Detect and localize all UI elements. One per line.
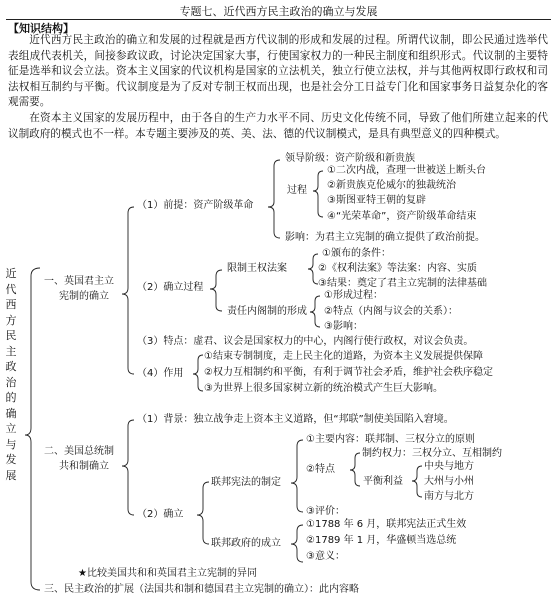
- uk-effect-item-3: ③为世界上很多国家树立新的统治模式产生巨大影响。: [204, 383, 443, 394]
- section-title: 【知识结构】: [8, 22, 74, 35]
- uk-brace: [122, 207, 134, 374]
- effect-brace: [193, 355, 203, 391]
- establish-brace: [210, 270, 222, 311]
- uk-limit-item-2: ②《权利法案》等法案：内容、实质: [318, 263, 477, 274]
- cabinet-brace: [310, 296, 320, 327]
- uk-process-item-4: ④“光荣革命”，资产阶级革命结束: [327, 211, 477, 222]
- uk-cabinet: 责任内阁制的形成: [227, 306, 307, 317]
- us-government: 联邦政府的成立: [211, 538, 281, 549]
- us-brace: [122, 420, 134, 515]
- uk-features: （3）特点：虚君、议会是国家权力的中心，内阁行使行政权，对议会负责。: [137, 336, 474, 347]
- us-evaluation: ③评价：: [306, 506, 345, 517]
- us-government-item-1: ①1788 年 6 月，联邦宪法正式生效: [306, 519, 467, 530]
- us-balance-item-3: 南方与北方: [424, 491, 474, 502]
- us-balance-item-1: 中央与地方: [424, 461, 474, 472]
- uk-process-label: 过程: [287, 185, 307, 196]
- us-label-line1: 二、美国总统制: [44, 446, 114, 457]
- uk-effect-item-1: ①结束专制制度，走上民主化的道路，为资本主义发展提供保障: [204, 351, 483, 362]
- root-brace: [25, 268, 40, 590]
- page-title: 专题七、近代西方民主政治的确立与发展: [179, 5, 378, 18]
- us-government-item-2: ②1789 年 1 月，华盛顿当选总统: [306, 535, 457, 546]
- uk-limit-item-3: ③结果：奠定了君主立宪制的法律基础: [318, 278, 487, 289]
- uk-establish: （2）确立过程: [137, 282, 204, 293]
- uk-process-item-1: ①二次内战，查理一世被送上断头台: [327, 165, 486, 176]
- uk-cabinet-item-2: ②特点（内阁与议会的关系）：: [324, 306, 458, 317]
- balance-brace: [412, 466, 422, 497]
- uk-process-item-3: ③斯图亚特王朝的复辟: [327, 195, 426, 206]
- us-government-item-3: ③意义：: [306, 551, 345, 562]
- uk-cabinet-item-3: ③影响：: [324, 321, 363, 332]
- root-label: 近代西方民主政治的确立与发展: [5, 267, 17, 482]
- uk-leaders: 领导阶级：资产阶级和新贵族: [285, 153, 415, 164]
- us-balance-item-2: 大州与小州: [424, 476, 474, 487]
- uk-process-item-2: ②新贵族克伦威尔的独裁统治: [327, 180, 456, 191]
- uk-limit-item-1: ①颁布的条件：: [322, 248, 391, 259]
- uk-effect-item-2: ②权力互相制约和平衡，有利于调节社会矛盾，维护社会秩序稳定: [204, 367, 493, 378]
- us-content: ①主要内容：联邦制、三权分立的原则: [306, 434, 475, 445]
- government-brace: [291, 525, 303, 562]
- uk-effect: （4）作用: [137, 368, 184, 379]
- premise-brace: [268, 160, 280, 238]
- us-balance: 平衡利益: [363, 476, 403, 487]
- us-label-line2: 共和制确立: [59, 461, 109, 472]
- us-establish: （2）确立: [137, 509, 184, 520]
- process-brace: [313, 171, 323, 217]
- expansion-line: 三、民主政治的扩展（法国共和制和德国君主立宪制的确立）：此内容略: [44, 584, 359, 595]
- uk-label-line2: 宪制的确立: [59, 291, 109, 302]
- uk-cabinet-item-1: ①形成过程：: [324, 290, 383, 301]
- compare-note: ★比较美国共和和英国君主立宪制的异同: [78, 568, 257, 579]
- us-feature-label: ②特点: [306, 464, 335, 475]
- us-establish-brace: [197, 482, 209, 544]
- intro-paragraph-2: 在资本主义国家的发展历程中，由于各自的生产力水平不同、历史文化传统不同，导致了他们所建立起来的代议制政府的模式也不一样。本专题主要涉及的英、美、法、德的代议制模式，是具有典型意义的四种模式。: [8, 112, 548, 140]
- constitution-brace: [291, 440, 303, 512]
- uk-premise: （1）前提：资产阶级革命: [137, 200, 254, 211]
- us-checks: 制约权力：三权分立、互相制约: [362, 448, 502, 459]
- limit-brace: [308, 254, 318, 284]
- intro-paragraph-1: 近代西方民主政治的确立和发展的过程就是西方代议制的形成和发展的过程。所谓代议制，即公民通过选举代表组成代表机关，间接参政议政，讨论决定国家大事，行使国家权力的一种民主制度和组织形式。代议制的主要特征是选举和议会立法。资本主义国家的代议机构是国家的立法机关，独立行使立法权，并与其他两权即行政权和司法权相互制约与平衡。代议制度是为了反对专制王权而出现，也是社会分工日益专门化和国家事务日益复杂化的客观需要。: [8, 34, 548, 109]
- uk-limit: 限制王权法案: [227, 263, 287, 274]
- us-background: （1）背景：独立战争走上资本主义道路，但“邦联”制使美国陷入窘境。: [137, 414, 454, 425]
- uk-label-line1: 一、英国君主立: [44, 276, 114, 287]
- uk-influence: 影响：为君主立宪制的确立提供了政治前提。: [285, 232, 485, 243]
- feature-brace: [350, 453, 360, 486]
- us-constitution: 联邦宪法的制定: [211, 477, 281, 488]
